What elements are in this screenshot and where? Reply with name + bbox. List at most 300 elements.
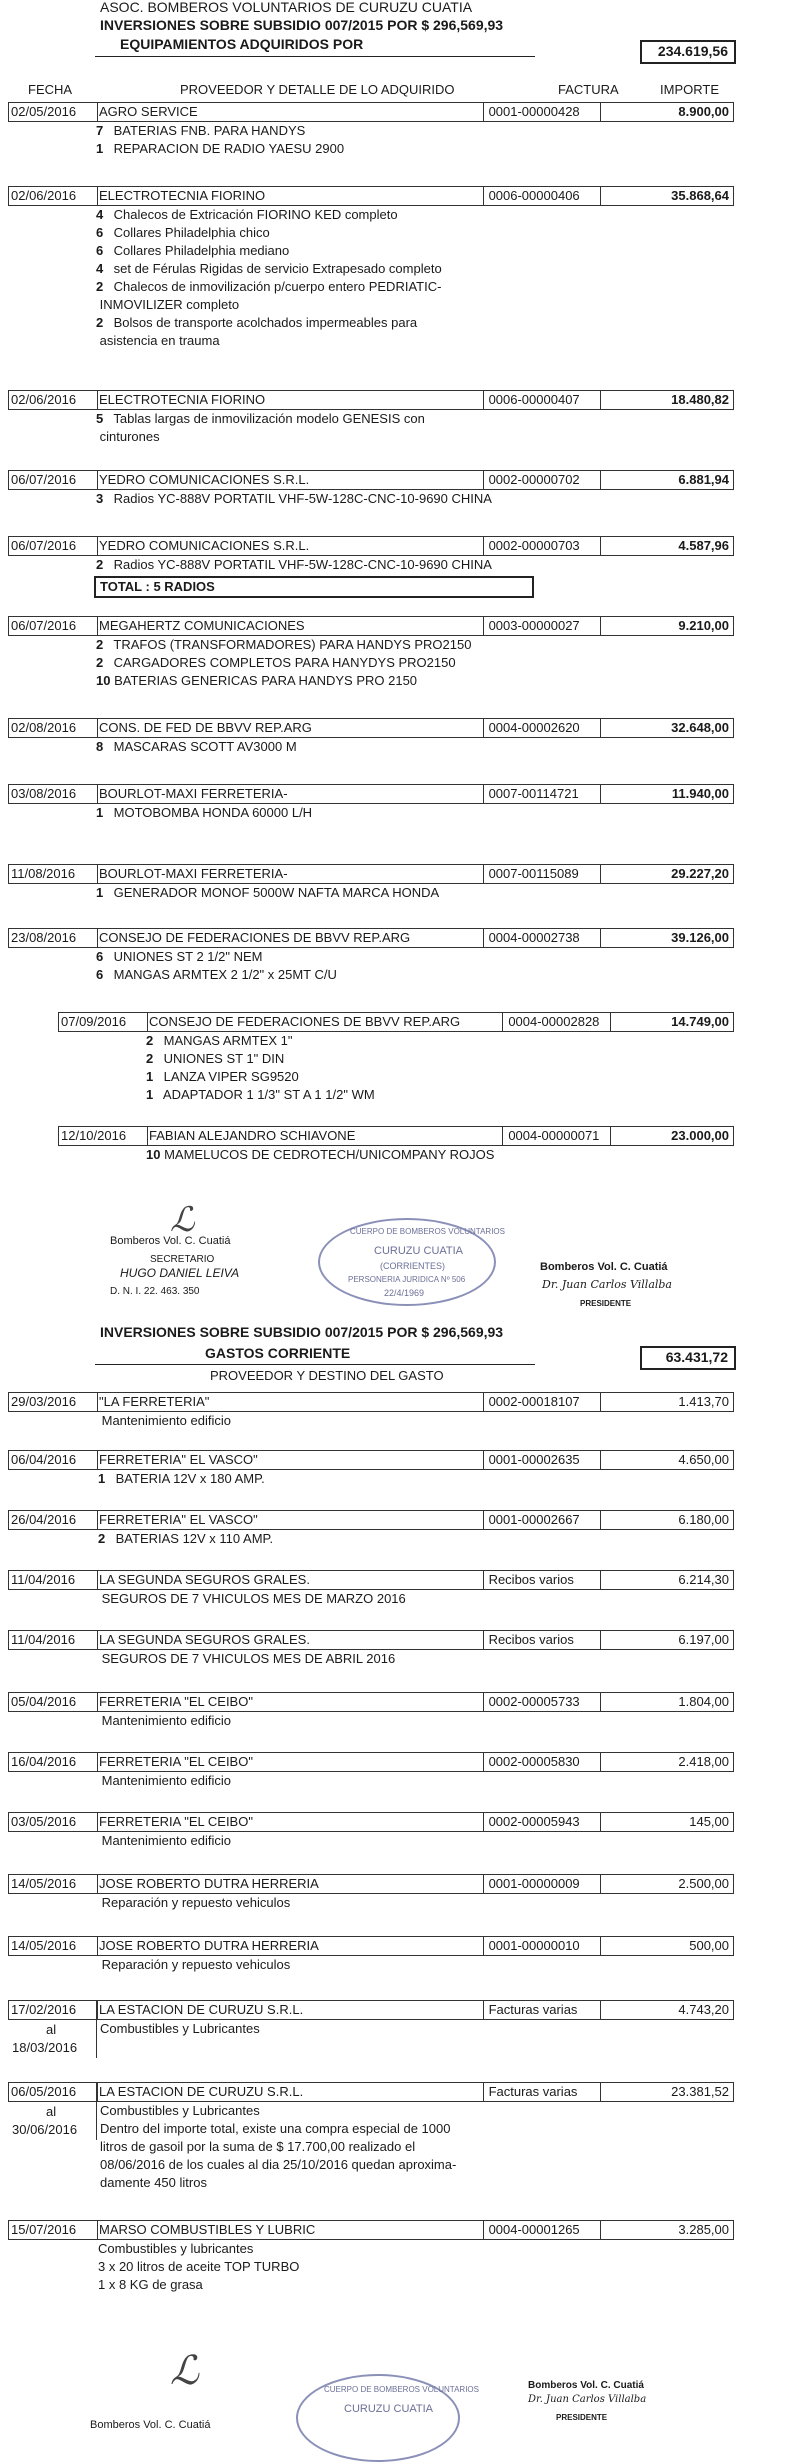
column-divider <box>483 617 484 635</box>
table-row <box>8 928 734 948</box>
row-supplier: FERRETERIA "EL CEIBO" <box>99 1754 253 1769</box>
column-divider <box>600 1571 601 1589</box>
column-divider <box>97 2001 98 2019</box>
column-divider <box>483 1693 484 1711</box>
item-quantity: 2 <box>146 1033 154 1048</box>
column-divider <box>600 865 601 883</box>
table-row <box>8 1936 734 1956</box>
column-divider <box>600 1875 601 1893</box>
item-description: Collares Philadelphia chico <box>113 225 270 240</box>
row-amount: 9.210,00 <box>678 618 729 633</box>
row-date: 11/04/2016 <box>11 1572 76 1587</box>
column-divider <box>483 1571 484 1589</box>
detail-line <box>98 1832 231 1850</box>
row-amount: 39.126,00 <box>671 930 729 945</box>
secretary-dni: D. N. I. 22. 463. 350 <box>110 1286 200 1297</box>
column-divider <box>600 187 601 205</box>
row-date: 03/08/2016 <box>11 786 77 801</box>
column-divider <box>97 103 98 121</box>
table-row <box>8 186 734 206</box>
row-supplier: FABIAN ALEJANDRO SCHIAVONE <box>149 1128 356 1143</box>
column-divider <box>97 471 98 489</box>
equip-total: 234.619,56 <box>657 43 728 59</box>
detail-line: damente 450 litros <box>100 2175 207 2190</box>
row-invoice: Facturas varias <box>488 2084 578 2099</box>
row-amount: 6.881,94 <box>678 472 729 487</box>
column-divider <box>483 391 484 409</box>
detail-line: 1 x 8 KG de grasa <box>98 2277 203 2292</box>
column-divider <box>483 2221 484 2239</box>
column-divider <box>610 1013 611 1031</box>
detail-line <box>96 224 442 242</box>
row-invoice: Recibos varios <box>488 1632 574 1647</box>
row-invoice: 0004-00002738 <box>488 930 580 945</box>
detail-line <box>96 314 442 332</box>
column-divider <box>483 187 484 205</box>
detail-line <box>96 278 442 296</box>
item-description: MOTOBOMBA HONDA 60000 L/H <box>113 805 313 820</box>
detail-line: Combustibles y Lubricantes <box>100 2021 260 2036</box>
item-details <box>98 1650 395 1668</box>
row-date: 14/05/2016 <box>11 1938 77 1953</box>
item-quantity: 6 <box>96 967 104 982</box>
detail-line: Combustibles y Lubricantes <box>100 2103 260 2118</box>
column-divider <box>600 2001 601 2019</box>
table-row <box>8 616 734 636</box>
row-amount: 35.868,64 <box>671 188 729 203</box>
item-quantity: 2 <box>146 1051 154 1066</box>
column-divider <box>600 2083 601 2101</box>
row-amount: 14.749,00 <box>671 1014 729 1029</box>
row-amount: 29.227,20 <box>671 866 729 881</box>
table-row <box>58 1012 734 1032</box>
president-role-2: PRESIDENTE <box>556 2413 608 2422</box>
item-details <box>96 556 492 574</box>
item-details <box>100 2102 456 2192</box>
item-details <box>98 1956 290 1974</box>
row-date: 12/10/2016 <box>61 1128 127 1143</box>
detail-line <box>96 884 439 902</box>
item-quantity: 2 <box>98 1531 106 1546</box>
row-date: 05/04/2016 <box>11 1694 77 1709</box>
row-date: 02/08/2016 <box>11 720 77 735</box>
column-divider <box>97 1693 98 1711</box>
item-details <box>96 636 471 690</box>
row-invoice: 0002-00000702 <box>488 472 580 487</box>
president-name-2: Dr. Juan Carlos Villalba <box>528 2394 647 2405</box>
row-supplier: MEGAHERTZ COMUNICACIONES <box>99 618 305 633</box>
subsidy-title: INVERSIONES SOBRE SUBSIDIO 007/2015 POR $ 296,569,93 <box>100 17 504 33</box>
detail-line <box>96 556 492 574</box>
column-divider <box>483 537 484 555</box>
col-importe: IMPORTE <box>660 82 719 97</box>
row-invoice: 0007-00115089 <box>488 866 579 881</box>
col-proveedor-gasto: PROVEEDOR Y DESTINO DEL GASTO <box>210 1368 444 1383</box>
item-description: GENERADOR MONOF 5000W NAFTA MARCA HONDA <box>113 885 440 900</box>
row-supplier: CONSEJO DE FEDERACIONES DE BBVV REP.ARG <box>99 930 411 945</box>
table-row <box>8 536 734 556</box>
secretary-signature-org: Bomberos Vol. C. Cuatiá <box>110 1235 231 1247</box>
column-divider <box>147 1127 148 1145</box>
item-details <box>96 804 312 822</box>
table-row <box>58 1126 734 1146</box>
item-description: UNIONES ST 1" DIN <box>163 1051 285 1066</box>
row-amount: 18.480,82 <box>671 392 729 407</box>
item-description: Mantenimiento edificio <box>101 1713 231 1728</box>
detail-line <box>96 332 442 350</box>
column-divider <box>483 1813 484 1831</box>
row-amount: 32.648,00 <box>671 720 729 735</box>
column-divider <box>97 1813 98 1831</box>
detail-line <box>98 1712 231 1730</box>
table-row <box>8 1392 734 1412</box>
detail-line <box>96 738 297 756</box>
gastos-total: 63.431,72 <box>665 1349 728 1365</box>
item-details <box>100 2020 260 2038</box>
item-quantity: 1 <box>96 141 104 156</box>
detail-line <box>98 1772 231 1790</box>
column-divider <box>97 719 98 737</box>
row-amount: 500,00 <box>689 1938 729 1953</box>
item-quantity: 1 <box>96 805 104 820</box>
item-description: REPARACION DE RADIO YAESU 2900 <box>113 141 345 156</box>
item-quantity: 2 <box>96 637 104 652</box>
item-description: BATERIAS GENERICAS PARA HANDYS PRO 2150 <box>114 673 418 688</box>
column-divider <box>97 929 98 947</box>
row-invoice: Recibos varios <box>488 1572 574 1587</box>
row-supplier: ELECTROTECNIA FIORINO <box>99 188 266 203</box>
column-divider <box>483 471 484 489</box>
item-quantity: 3 <box>96 491 104 506</box>
row-amount: 11.940,00 <box>671 786 729 801</box>
item-details <box>96 948 337 984</box>
item-details <box>146 1146 494 1164</box>
column-divider <box>97 2221 98 2239</box>
row-date: 02/05/2016 <box>11 104 77 119</box>
row-date: 07/09/2016 <box>61 1014 127 1029</box>
secretary-signature-icon-2: ℒ <box>170 2348 199 2394</box>
column-divider <box>97 617 98 635</box>
row-date: 06/07/2016 <box>11 618 77 633</box>
item-details <box>96 738 297 756</box>
row-invoice: 0004-00002828 <box>508 1014 600 1029</box>
detail-line <box>98 1894 290 1912</box>
row-date: 02/06/2016 <box>11 392 77 407</box>
row-supplier: LA SEGUNDA SEGUROS GRALES. <box>99 1632 310 1647</box>
item-description: Mantenimiento edificio <box>101 1773 231 1788</box>
row-supplier: FERRETERIA" EL VASCO" <box>99 1452 258 1467</box>
column-divider <box>502 1127 503 1145</box>
item-description: set de Férulas Rigidas de servicio Extrapesado completo <box>113 261 442 276</box>
gastos-total-box <box>640 1346 736 1370</box>
row-date: 11/04/2016 <box>11 1632 76 1647</box>
row-supplier: FERRETERIA" EL VASCO" <box>99 1512 258 1527</box>
row-date: 06/04/2016 <box>11 1452 77 1467</box>
item-quantity: 2 <box>96 557 104 572</box>
table-row <box>8 784 734 804</box>
column-divider <box>97 865 98 883</box>
detail-line: 3 x 20 litros de aceite TOP TURBO <box>98 2259 300 2274</box>
detail-line <box>146 1050 375 1068</box>
row-invoice: 0002-00018107 <box>488 1394 580 1409</box>
column-divider <box>483 1937 484 1955</box>
table-row <box>8 2000 734 2020</box>
column-divider <box>97 1875 98 1893</box>
detail-line <box>96 260 442 278</box>
detail-line <box>98 1470 265 1488</box>
item-quantity: 1 <box>146 1069 154 1084</box>
institution-seal-icon: CUERPO DE BOMBEROS VOLUNTARIOS CURUZU CUATIA (CORRIENTES) PERSONERIA JURIDICA Nº 506 22/4/1969 <box>318 1218 496 1306</box>
item-description: MANGAS ARMTEX 1" <box>163 1033 293 1048</box>
row-supplier: MARSO COMBUSTIBLES Y LUBRIC <box>99 2222 316 2237</box>
row-date: 17/02/2016 <box>11 2002 77 2017</box>
item-quantity: 1 <box>98 1471 106 1486</box>
column-divider <box>97 187 98 205</box>
column-divider <box>147 1013 148 1031</box>
row-supplier: YEDRO COMUNICACIONES S.R.L. <box>99 472 310 487</box>
item-description: MASCARAS SCOTT AV3000 M <box>113 739 297 754</box>
column-divider <box>483 719 484 737</box>
row-invoice: 0002-00000703 <box>488 538 580 553</box>
row-amount: 1.413,70 <box>678 1394 729 1409</box>
row-invoice: 0004-00000071 <box>508 1128 600 1143</box>
row-supplier: YEDRO COMUNICACIONES S.R.L. <box>99 538 310 553</box>
column-divider <box>97 1451 98 1469</box>
row-supplier: "LA FERRETERIA" <box>99 1394 210 1409</box>
row-amount: 2.418,00 <box>678 1754 729 1769</box>
row-date: 16/04/2016 <box>11 1754 77 1769</box>
section-title-equip: EQUIPAMIENTOS ADQUIRIDOS POR <box>120 36 364 52</box>
date-range-al: al <box>46 2104 57 2119</box>
item-description: MAMELUCOS DE CEDROTECH/UNICOMPANY ROJOS <box>164 1147 495 1162</box>
row-amount: 6.197,00 <box>678 1632 729 1647</box>
detail-line: Combustibles y lubricantes <box>98 2241 254 2256</box>
column-divider <box>97 785 98 803</box>
detail-line <box>96 672 471 690</box>
detail-line <box>96 428 425 446</box>
column-divider <box>483 1451 484 1469</box>
detail-line <box>98 1650 395 1668</box>
column-divider <box>600 1813 601 1831</box>
col-proveedor: PROVEEDOR Y DETALLE DE LO ADQUIRIDO <box>180 82 455 97</box>
item-quantity: 2 <box>96 655 104 670</box>
detail-line: 08/06/2016 de los cuales al dia 25/10/2016 quedan aproxima- <box>100 2157 457 2172</box>
column-divider <box>483 1875 484 1893</box>
column-divider <box>483 1631 484 1649</box>
row-amount: 6.180,00 <box>678 1512 729 1527</box>
column-divider <box>600 1511 601 1529</box>
item-quantity: 6 <box>96 243 104 258</box>
item-details <box>96 490 492 508</box>
column-divider <box>600 785 601 803</box>
row-invoice: 0006-00000407 <box>488 392 580 407</box>
item-details <box>98 1712 231 1730</box>
section-underline <box>95 56 535 57</box>
item-description: Bolsos de transporte acolchados impermeables para <box>113 315 418 330</box>
item-details <box>98 2240 299 2294</box>
row-amount: 2.500,00 <box>678 1876 729 1891</box>
item-details <box>98 1590 406 1608</box>
row-amount: 6.214,30 <box>678 1572 729 1587</box>
row-amount: 4.587,96 <box>678 538 729 553</box>
equip-total-box <box>640 40 736 64</box>
row-date: 23/08/2016 <box>11 930 77 945</box>
president-role: PRESIDENTE <box>580 1299 632 1308</box>
president-org: Bomberos Vol. C. Cuatiá <box>540 1261 668 1273</box>
item-description: ADAPTADOR 1 1/3" ST A 1 1/2" WM <box>162 1087 375 1102</box>
column-divider <box>502 1013 503 1031</box>
item-description: Reparación y repuesto vehiculos <box>101 1957 291 1972</box>
row-supplier: LA ESTACION DE CURUZU S.R.L. <box>99 2002 304 2017</box>
subsidy-title-2: INVERSIONES SOBRE SUBSIDIO 007/2015 POR $ 296,569,93 <box>100 1324 504 1340</box>
row-amount: 4.743,20 <box>678 2002 729 2017</box>
column-divider <box>483 2001 484 2019</box>
detail-line <box>98 1956 290 1974</box>
column-divider <box>600 1753 601 1771</box>
table-row <box>8 1450 734 1470</box>
item-details <box>96 410 425 446</box>
item-quantity: 7 <box>96 123 104 138</box>
row-invoice: 0006-00000406 <box>488 188 580 203</box>
item-details <box>98 1894 290 1912</box>
item-description: SEGUROS DE 7 VHICULOS MES DE MARZO 2016 <box>101 1591 406 1606</box>
date-range-al: al <box>46 2022 57 2037</box>
item-description: cinturones <box>99 429 160 444</box>
column-divider <box>610 1127 611 1145</box>
detail-line <box>96 654 471 672</box>
item-description: Tablas largas de inmovilización modelo GENESIS con <box>113 411 425 426</box>
row-amount: 8.900,00 <box>678 104 729 119</box>
org-name: ASOC. BOMBEROS VOLUNTARIOS DE CURUZU CUATIA <box>100 0 473 15</box>
president-org-2: Bomberos Vol. C. Cuatiá <box>528 2380 644 2391</box>
column-divider <box>600 1393 601 1411</box>
row-date-end: 18/03/2016 <box>12 2040 78 2055</box>
row-supplier: BOURLOT-MAXI FERRETERIA- <box>99 866 288 881</box>
row-supplier: FERRETERIA "EL CEIBO" <box>99 1694 253 1709</box>
column-divider <box>96 2082 97 2140</box>
col-fecha: FECHA <box>28 82 73 97</box>
row-amount: 23.000,00 <box>671 1128 729 1143</box>
item-description: TRAFOS (TRANSFORMADORES) PARA HANDYS PRO2150 <box>113 637 472 652</box>
row-date: 06/05/2016 <box>11 2084 77 2099</box>
column-divider <box>96 2000 97 2058</box>
detail-line <box>96 410 425 428</box>
row-supplier: LA SEGUNDA SEGUROS GRALES. <box>99 1572 310 1587</box>
row-supplier: LA ESTACION DE CURUZU S.R.L. <box>99 2084 304 2099</box>
table-row <box>8 1812 734 1832</box>
item-details <box>98 1470 265 1488</box>
column-divider <box>97 1753 98 1771</box>
secretary-name: HUGO DANIEL LEIVA <box>120 1266 240 1280</box>
item-description: Mantenimiento edificio <box>101 1413 231 1428</box>
column-divider <box>97 1631 98 1649</box>
item-quantity: 10 <box>146 1147 161 1162</box>
item-quantity: 2 <box>96 315 104 330</box>
detail-line: litros de gasoil por la suma de $ 17.700,00 realizado el <box>100 2139 416 2154</box>
item-description: BATERIAS 12V x 110 AMP. <box>115 1531 274 1546</box>
row-invoice: 0004-00001265 <box>488 2222 580 2237</box>
item-description: CARGADORES COMPLETOS PARA HANYDYS PRO2150 <box>113 655 456 670</box>
item-description: Collares Philadelphia mediano <box>113 243 290 258</box>
item-quantity: 4 <box>96 207 104 222</box>
row-supplier: CONSEJO DE FEDERACIONES DE BBVV REP.ARG <box>149 1014 461 1029</box>
detail-line <box>96 948 337 966</box>
section-underline-2 <box>95 1364 535 1365</box>
column-divider <box>600 1631 601 1649</box>
item-description: Chalecos de Extricación FIORINO KED completo <box>113 207 398 222</box>
item-description: BATERIA 12V x 180 AMP. <box>115 1471 265 1486</box>
detail-line <box>98 1530 273 1548</box>
column-divider <box>600 1451 601 1469</box>
row-date: 06/07/2016 <box>11 538 77 553</box>
column-divider <box>483 103 484 121</box>
row-supplier: JOSE ROBERTO DUTRA HERRERIA <box>99 1876 319 1891</box>
secretary-signature-icon: ℒ <box>170 1200 195 1240</box>
row-invoice: Facturas varias <box>488 2002 578 2017</box>
row-amount: 4.650,00 <box>678 1452 729 1467</box>
row-supplier: JOSE ROBERTO DUTRA HERRERIA <box>99 1938 319 1953</box>
column-divider <box>483 1511 484 1529</box>
president-name: Dr. Juan Carlos Villalba <box>542 1278 672 1291</box>
column-divider <box>97 2083 98 2101</box>
column-divider <box>600 537 601 555</box>
row-date: 15/07/2016 <box>11 2222 77 2237</box>
total-radios-label: TOTAL : 5 RADIOS <box>100 579 215 594</box>
item-quantity: 6 <box>96 949 104 964</box>
row-date-end: 30/06/2016 <box>12 2122 78 2137</box>
column-divider <box>97 1393 98 1411</box>
row-invoice: 0007-00114721 <box>488 786 579 801</box>
item-details <box>146 1032 375 1104</box>
item-details <box>98 1772 231 1790</box>
detail-line <box>96 804 312 822</box>
table-row <box>8 2082 734 2102</box>
column-divider <box>600 617 601 635</box>
row-invoice: 0004-00002620 <box>488 720 580 735</box>
item-quantity: 1 <box>146 1087 154 1102</box>
row-supplier: BOURLOT-MAXI FERRETERIA- <box>99 786 288 801</box>
detail-line <box>146 1146 494 1164</box>
row-invoice: 0001-00000428 <box>488 104 580 119</box>
item-description: MANGAS ARMTEX 2 1/2" x 25MT C/U <box>113 967 337 982</box>
item-details <box>96 206 442 350</box>
table-row <box>8 102 734 122</box>
item-description: Mantenimiento edificio <box>101 1833 231 1848</box>
item-description: BATERIAS FNB. PARA HANDYS <box>113 123 306 138</box>
secretary-role: SECRETARIO <box>150 1254 215 1265</box>
column-divider <box>97 1511 98 1529</box>
detail-line <box>146 1032 375 1050</box>
item-details <box>98 1530 273 1548</box>
row-date: 02/06/2016 <box>11 188 77 203</box>
column-divider <box>600 929 601 947</box>
secretary-signature-org-2: Bomberos Vol. C. Cuatiá <box>90 2419 211 2431</box>
col-factura: FACTURA <box>558 82 619 97</box>
table-row <box>8 1752 734 1772</box>
column-divider <box>600 103 601 121</box>
item-description: SEGUROS DE 7 VHICULOS MES DE ABRIL 2016 <box>101 1651 396 1666</box>
row-date: 29/03/2016 <box>11 1394 77 1409</box>
item-quantity: 6 <box>96 225 104 240</box>
detail-line <box>96 122 344 140</box>
row-invoice: 0003-00000027 <box>488 618 580 633</box>
column-divider <box>600 471 601 489</box>
item-description: Radios YC-888V PORTATIL VHF-5W-128C-CNC-10-9690 CHINA <box>113 557 492 572</box>
column-divider <box>483 929 484 947</box>
detail-line <box>146 1086 375 1104</box>
table-row <box>8 1692 734 1712</box>
detail-line <box>96 296 442 314</box>
